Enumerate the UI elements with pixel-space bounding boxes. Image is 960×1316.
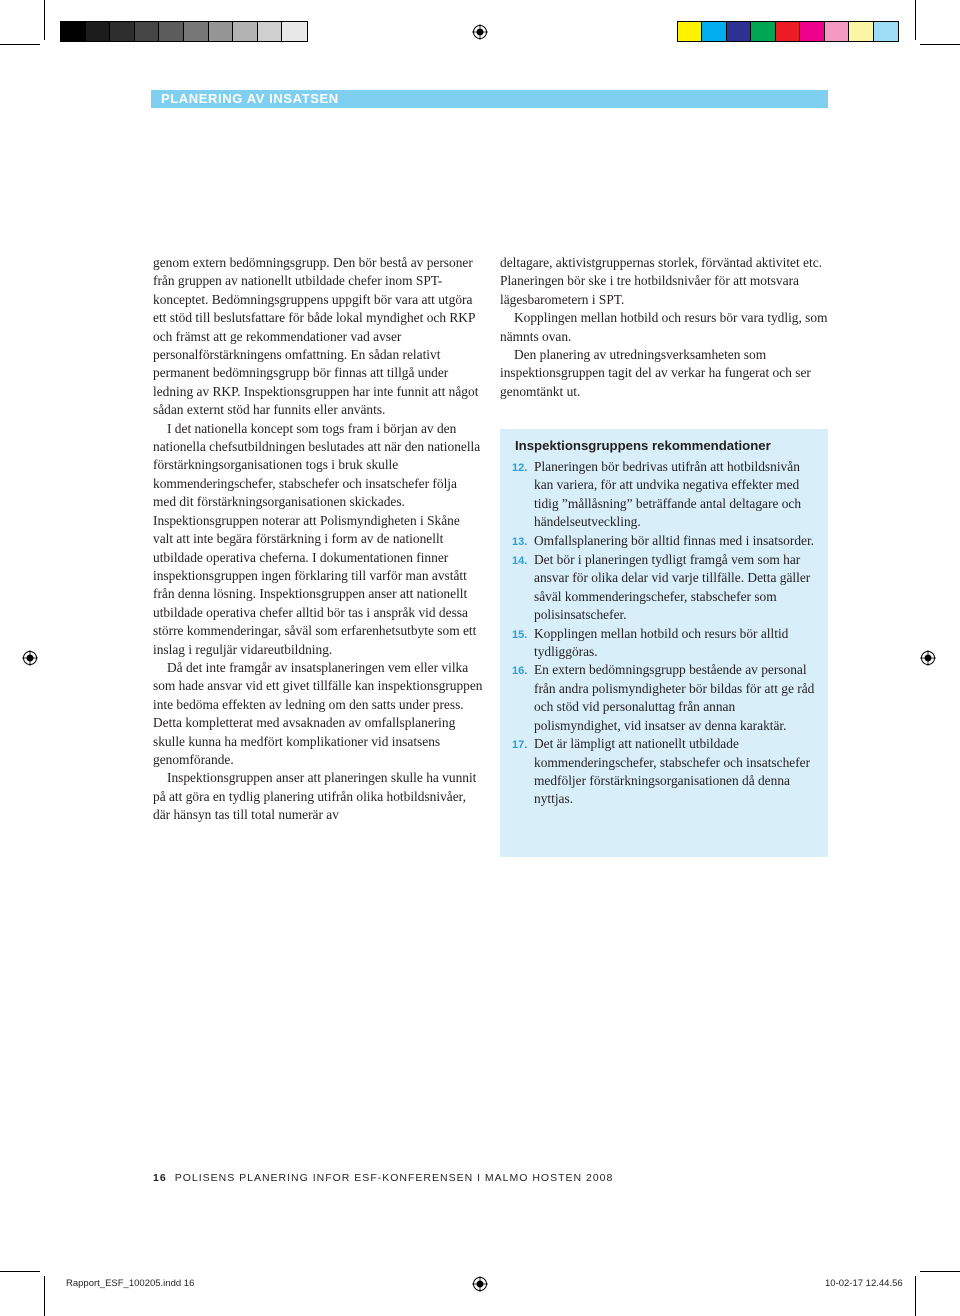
- color-swatch: [282, 22, 307, 41]
- page-footer: [153, 1172, 613, 1184]
- registration-mark-icon: [920, 650, 936, 666]
- color-swatch: [874, 22, 898, 41]
- recommendation-item: [512, 625, 817, 662]
- color-swatch: [110, 22, 135, 41]
- paragraph: Den planering av utredningsverksamheten som inspektionsgruppen tagit del av verkar ha fungerat och ser genomtänkt ut.: [500, 347, 811, 399]
- color-swatch: [727, 22, 751, 41]
- recommendation-number: 14.: [512, 555, 528, 568]
- recommendations-title: Inspektionsgruppens rekommendationer: [515, 438, 771, 453]
- color-swatch: [86, 22, 111, 41]
- recommendation-number: 12.: [512, 462, 528, 474]
- recommendation-text: Planeringen bör bedrivas utifrån att hotbildsnivån kan variera, för att undvika negativa effekter med tidig ”mållåsning” beträffande antal deltagare och händelseutveckling.: [534, 459, 802, 530]
- registration-mark-icon: [22, 650, 38, 666]
- grayscale-color-bar: [60, 21, 308, 42]
- recommendations-list: [512, 458, 817, 809]
- recommendation-number: 15.: [512, 628, 528, 641]
- recommendation-item: [512, 532, 817, 551]
- color-swatch: [849, 22, 873, 41]
- recommendation-number: 13.: [512, 535, 528, 548]
- paragraph: I det nationella koncept som togs fram i början av den nationella chefsutbildningen beslutades att när den nationella förstärkningsorganisationen togs i bruk skulle kommenderingschefer, stabschefer och insatschefer följa med dit förstärkningsorganisationen skickades. Inspektionsgruppen noterar att Polismyndigheten i Skåne valt att inte begära förstärkning i form av de nationellt utbildade operativa cheferna. I dokumentationen finner inspektionsgruppen ingen förklaring till varför man avstått från denna lösning. Inspektionsgruppen anser att nationellt utbildade operativa chefer alltid bör tas i anspråk vid dessa större kommenderingar, såväl som erfarenhetsutbyte som ett inslag i reguljär vidareutbildning.: [153, 420, 481, 657]
- color-swatch: [233, 22, 258, 41]
- recommendation-text: Det är lämpligt att nationellt utbildade kommenderingschefer, stabschefer och insatschefer medföljer förstärkningsorganisationen då denna nyttjas.: [534, 736, 811, 807]
- section-title: PLANERING AV INSATSEN: [161, 91, 339, 106]
- color-swatch: [800, 22, 824, 41]
- color-swatch: [751, 22, 775, 41]
- process-color-bar: [677, 21, 899, 42]
- registration-mark-icon: [472, 24, 488, 40]
- paragraph: Inspektionsgruppen anser att planeringen skulle ha vunnit på att göra en tydlig planering utifrån olika hotbildsnivåer, där hänsyn tas till total numerär av: [153, 770, 477, 823]
- section-header-band: [151, 90, 828, 108]
- registration-mark-icon: [472, 1276, 488, 1292]
- color-swatch: [159, 22, 184, 41]
- page-number: 16: [153, 1172, 167, 1184]
- recommendations-box: [500, 429, 828, 857]
- recommendation-item: [512, 551, 817, 625]
- running-title: POLISENS PLANERING INFOR ESF-KONFERENSEN I MALMO HOSTEN 2008: [174, 1172, 614, 1184]
- color-swatch: [776, 22, 800, 41]
- right-text-column: [500, 254, 830, 401]
- color-swatch: [678, 22, 702, 41]
- paragraph: Då det inte framgår av insatsplaneringen vem eller vilka som hade ansvar vid ett givet tillfälle kan inspektionsgruppen inte bedöma effekten av ledning om den satts under press. Detta kompletterat med avsaknaden av omfallsplanering skulle kunna ha medfört komplikationer vid insatsens genomförande.: [153, 659, 483, 767]
- color-swatch: [209, 22, 234, 41]
- recommendation-item: [512, 735, 817, 809]
- paragraph: genom extern bedömningsgrupp. Den bör bestå av personer från gruppen av nationellt utbildade chefer inom SPT-konceptet. Bedömningsgruppens uppgift bör vara att utgöra ett stöd till beslutsfattare för både lokal myndighet och RKP och främst att ge rekommendationer vad avser personalförstärkningens omfattning. En sådan relativt permanent bedömningsgrupp bör finnas att tillgå under ledning av RKP. Inspektionsgruppen har inte funnit att något sådan externt stöd har funnits eller använts.: [153, 255, 479, 418]
- color-swatch: [702, 22, 726, 41]
- color-swatch: [258, 22, 283, 41]
- recommendation-text: Kopplingen mellan hotbild och resurs bör alltid tydliggöras.: [534, 625, 789, 660]
- slug-filename: Rapport_ESF_100205.indd 16: [66, 1278, 195, 1289]
- color-swatch: [825, 22, 849, 41]
- slug-timestamp: 10-02-17 12.44.56: [825, 1278, 903, 1289]
- recommendation-text: Det bör i planeringen tydligt framgå vem som har ansvar för olika delar vid varje tillfälle. Detta gäller såväl kommenderingschefer, stabschefer som polisinsatschefer.: [534, 552, 811, 623]
- paragraph: Kopplingen mellan hotbild och resurs bör vara tydlig, som nämnts ovan.: [500, 310, 828, 344]
- color-swatch: [61, 22, 86, 41]
- color-swatch: [184, 22, 209, 41]
- left-text-column: [153, 254, 483, 825]
- recommendation-number: 17.: [512, 739, 528, 752]
- recommendation-item: [512, 458, 817, 532]
- recommendation-number: 16.: [512, 665, 528, 678]
- paragraph: deltagare, aktivistgruppernas storlek, förväntad aktivitet etc. Planeringen bör ske i tre hotbildsnivåer för att motsvara lägesbarometern i SPT.: [500, 255, 823, 307]
- color-swatch: [135, 22, 160, 41]
- recommendation-text: Omfallsplanering bör alltid finnas med i insatsorder.: [534, 532, 815, 548]
- recommendation-item: [512, 661, 817, 735]
- recommendation-text: En extern bedömningsgrupp bestående av personal från andra polismyndigheter bör bildas för att ge råd och stöd vid personaluttag från annan polismyndighet, vid insatser av denna karaktär.: [534, 662, 815, 733]
